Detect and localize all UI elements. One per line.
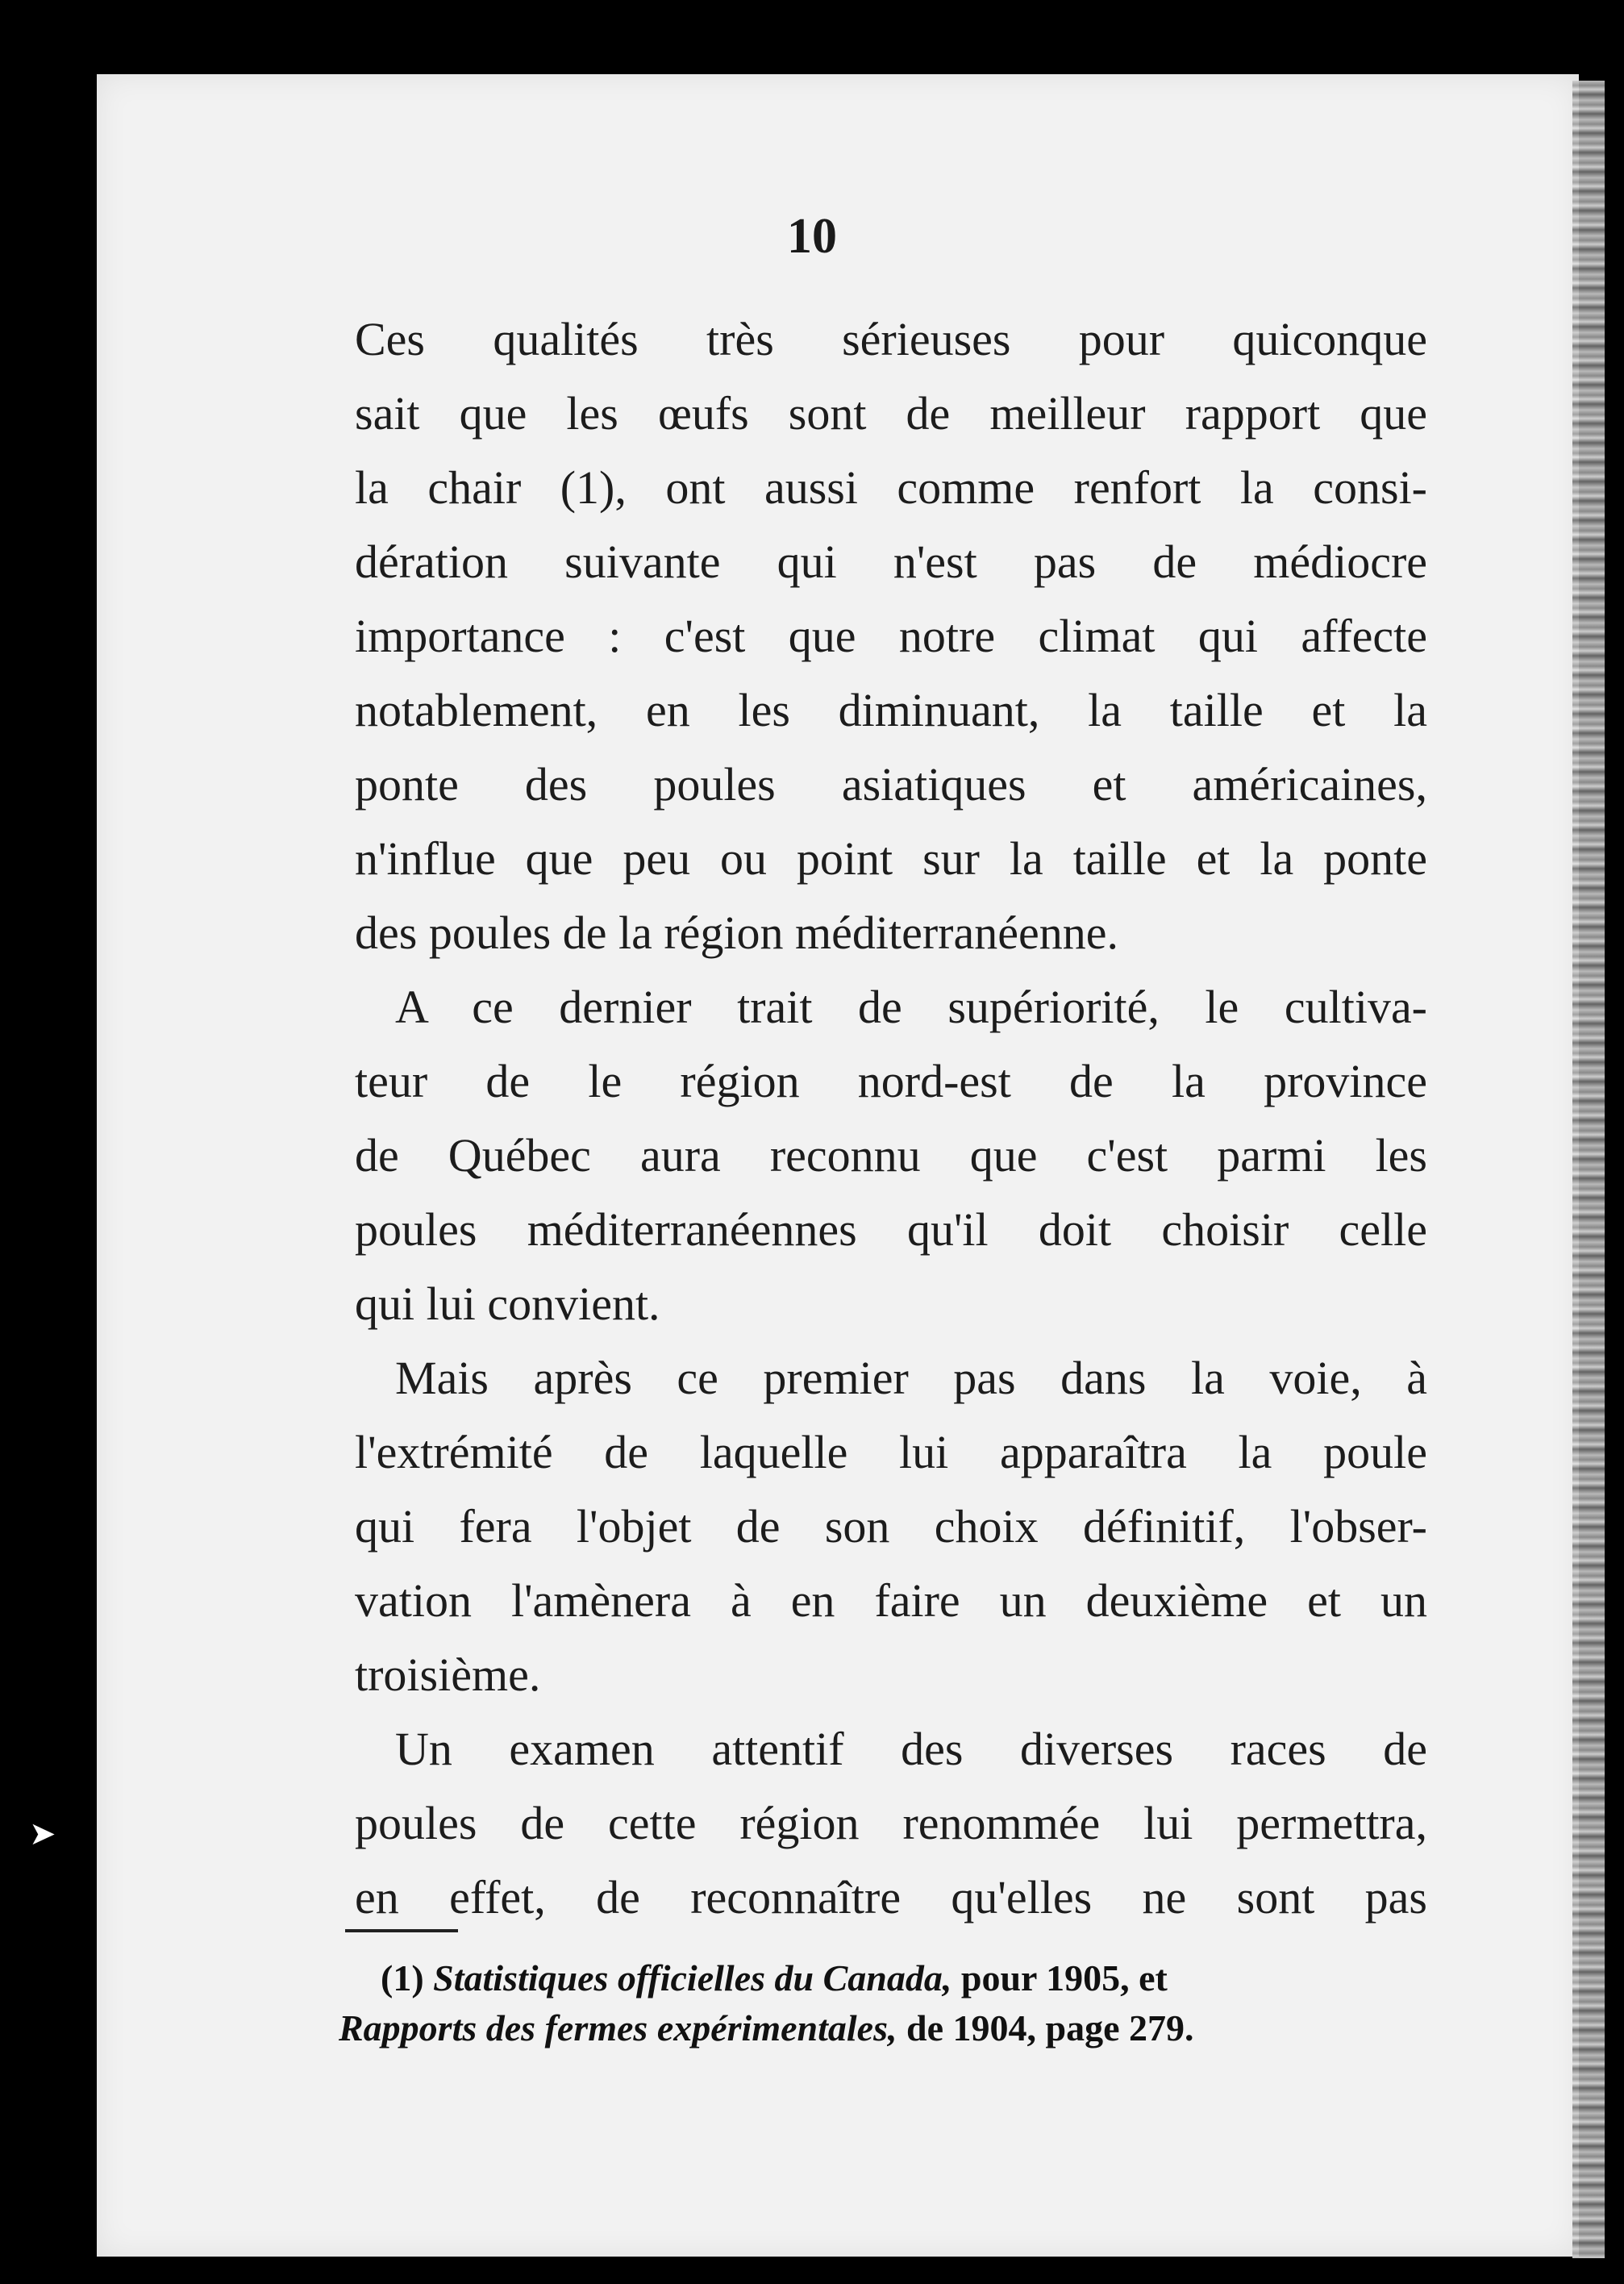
body-line: notablement, en les diminuant, la taille et la: [355, 684, 1427, 736]
body-line: A ce dernier trait de supériorité, le cultiva-: [395, 981, 1427, 1033]
body-line: ponte des poules asiatiques et américaines,: [355, 758, 1427, 811]
footnote-rule: [345, 1929, 458, 1932]
footnote-text: de 1904, page 279.: [906, 2007, 1194, 2049]
body-line: Un examen attentif des diverses races de: [395, 1723, 1427, 1775]
footnote-line-2: [339, 2007, 1194, 2049]
body-line: de Québec aura reconnu que c'est parmi les: [355, 1129, 1427, 1182]
body-line: troisième.: [355, 1648, 541, 1701]
footnote-source-title: Rapports des fermes expérimentales,: [339, 2007, 897, 2049]
body-line: poules méditerranéennes qu'il doit choisir celle: [355, 1203, 1427, 1256]
binding-shadow: [1605, 81, 1624, 2258]
body-line: l'extrémité de laquelle lui apparaîtra la poule: [355, 1426, 1427, 1478]
body-line: n'influe que peu ou point sur la taille et la ponte: [355, 832, 1427, 885]
body-line: sait que les œufs sont de meilleur rapport que: [355, 387, 1427, 440]
body-line: qui lui convient.: [355, 1277, 660, 1330]
body-line: Ces qualités très sérieuses pour quiconque: [355, 313, 1427, 365]
body-line: la chair (1), ont aussi comme renfort la consi-: [355, 461, 1427, 514]
footnote-source-title: Statistiques officielles du Canada,: [433, 1957, 952, 1998]
page-number: 10: [787, 209, 837, 264]
body-line: qui fera l'objet de son choix définitif, l'obser-: [355, 1500, 1427, 1553]
footnote-line-1: [381, 1957, 1168, 1998]
body-line: dération suivante qui n'est pas de médiocre: [355, 536, 1427, 588]
body-line: des poules de la région méditerranéenne.: [355, 907, 1118, 959]
body-line: en effet, de reconnaître qu'elles ne sont pas: [355, 1871, 1427, 1923]
body-line: importance : c'est que notre climat qui affecte: [355, 610, 1427, 662]
body-line: vation l'amènera à en faire un deuxième et un: [355, 1574, 1427, 1627]
footnote-text: pour 1905, et: [960, 1957, 1168, 1998]
scan-mark: ➤: [29, 1815, 56, 1853]
body-line: Mais après ce premier pas dans la voie, à: [395, 1352, 1427, 1404]
body-line: teur de le région nord-est de la province: [355, 1055, 1427, 1107]
footnote-marker: (1): [381, 1957, 424, 1998]
body-line: poules de cette région renommée lui permettra,: [355, 1797, 1427, 1849]
